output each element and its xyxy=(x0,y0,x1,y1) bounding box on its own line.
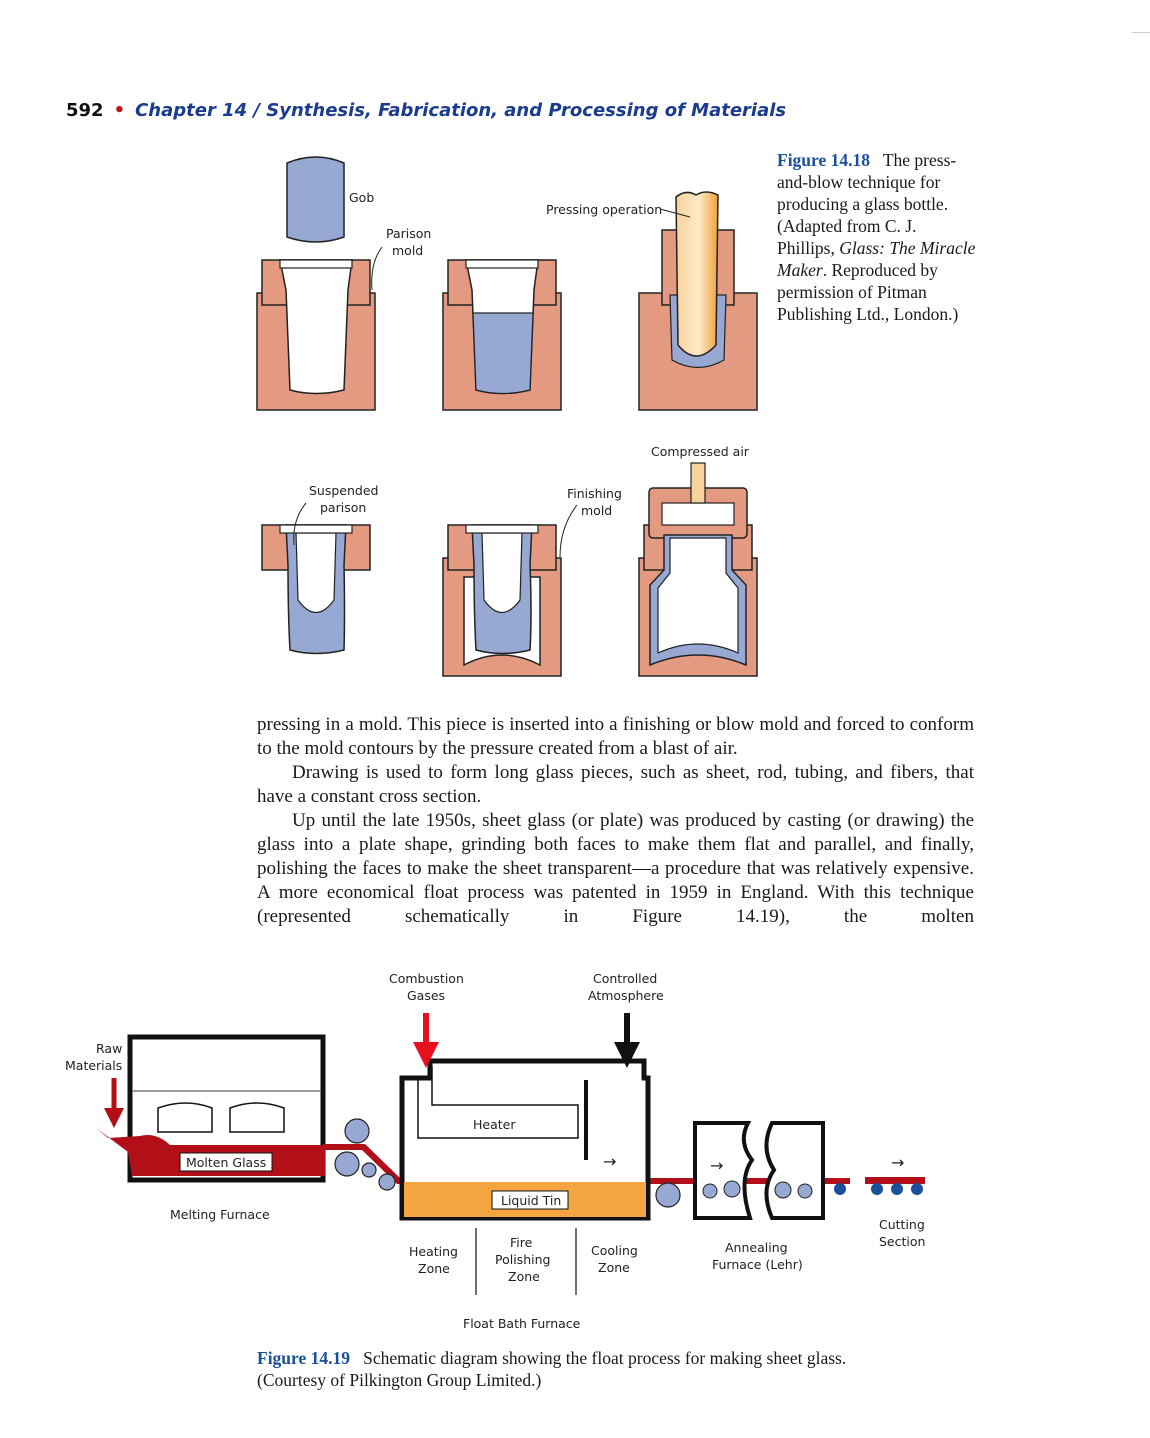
panel-gob xyxy=(257,157,431,410)
lehr-section-1 xyxy=(695,1123,752,1218)
label-pressing-operation: Pressing operation xyxy=(546,202,663,217)
mold-cavity xyxy=(280,260,352,394)
label-combustion-1: Combustion xyxy=(389,971,464,986)
parison-bore xyxy=(296,533,336,613)
lehr-section-2 xyxy=(766,1123,823,1218)
label-parison-mold-2: mold xyxy=(392,243,424,258)
label-parison-mold-1: Parison xyxy=(386,226,432,241)
figure-14-19-caption xyxy=(257,1347,957,1391)
label-fire-1: Fire xyxy=(510,1235,533,1250)
paragraph-1: pressing in a mold. This piece is inserted into a finishing or blow mold and forced to conform to the mold contours by the pressure created from a blast of air. xyxy=(257,714,974,759)
header-bullet: • xyxy=(113,100,126,121)
label-cooling-2: Zone xyxy=(598,1260,630,1275)
figure-14-18-caption-text: The press-and-blow technique for producing a glass bottle. (Adapted from C. J. Phillips, xyxy=(777,150,957,258)
leader-parison-mold xyxy=(372,247,382,290)
lehr-roller-3 xyxy=(775,1182,791,1198)
plunger xyxy=(676,192,718,356)
figure-14-18-diagram xyxy=(250,145,770,685)
label-heating-1: Heating xyxy=(409,1244,458,1259)
label-compressed-air: Compressed air xyxy=(651,444,749,459)
ribbon-direction-arrow-3: → xyxy=(891,1153,905,1172)
raw-materials-arrow-head xyxy=(104,1108,124,1128)
label-gob: Gob xyxy=(349,190,375,205)
figure-14-19-caption-line2: (Courtesy of Pilkington Group Limited.) xyxy=(257,1370,542,1390)
chapter-title: Chapter 14 / Synthesis, Fabrication, and Processing of Materials xyxy=(135,100,787,121)
panel-pressing xyxy=(546,192,757,410)
gob-shape xyxy=(287,157,344,242)
panel-blowing xyxy=(639,444,757,676)
ribbon-direction-arrow-2: → xyxy=(710,1156,724,1175)
running-header xyxy=(66,100,786,121)
label-melting-furnace: Melting Furnace xyxy=(170,1207,270,1222)
label-raw-1: Raw xyxy=(96,1041,123,1056)
mold-rim-2 xyxy=(466,260,538,268)
roller-3 xyxy=(362,1163,376,1177)
air-tube xyxy=(691,463,705,503)
panel-finishing-mold xyxy=(443,486,622,676)
cutting-roller-1 xyxy=(871,1183,883,1195)
label-annealing-1: Annealing xyxy=(725,1240,788,1255)
cut-glass-sheet xyxy=(865,1177,925,1184)
label-cutting-2: Section xyxy=(879,1234,926,1249)
mold-rim-4 xyxy=(280,525,352,533)
figure-14-19-diagram xyxy=(40,960,940,1340)
label-heater: Heater xyxy=(473,1117,516,1132)
lehr-roller-1 xyxy=(703,1184,717,1198)
transfer-roller xyxy=(656,1183,680,1207)
label-suspended-2: parison xyxy=(320,500,367,515)
label-annealing-2: Furnace (Lehr) xyxy=(712,1257,803,1272)
label-fire-2: Polishing xyxy=(495,1252,551,1267)
label-controlled-1: Controlled xyxy=(593,971,658,986)
label-liquid-tin: Liquid Tin xyxy=(501,1193,562,1208)
cutting-roller-3 xyxy=(911,1183,923,1195)
paragraph-3: Up until the late 1950s, sheet glass (or plate) was produced by casting (or drawing) the glass into a plate shape, grinding both faces to make them flat and parallel, and finally, polishing the faces to make the sheet transparent—a procedure that was relatively expensive. A more economical float process was patented in 1959 in England. With this technique (represented schematically in Figure 14.19), the molten xyxy=(257,810,974,927)
figure-14-18-caption-title: Glass: The Miracle Maker xyxy=(777,238,976,280)
cutting-roller-2 xyxy=(891,1183,903,1195)
figure-14-18-caption-tail: . Reproduced by permission of Pitman Publishing Ltd., London.) xyxy=(777,260,959,324)
burner-port-1 xyxy=(158,1103,212,1132)
ribbon-direction-arrow-1: → xyxy=(603,1152,617,1171)
page-corner-rule xyxy=(1132,32,1150,33)
conveyor-roller-1 xyxy=(834,1183,846,1195)
figure-14-19-caption-text: Schematic diagram showing the float process for making sheet glass. xyxy=(363,1348,847,1368)
parison-bore-5 xyxy=(482,533,522,613)
panel-charged-mold xyxy=(443,260,561,410)
figure-14-18-label: Figure 14.18 xyxy=(777,150,871,170)
leader-finishing xyxy=(560,505,577,557)
panel-suspended-parison xyxy=(262,483,378,654)
paragraph-2: Drawing is used to form long glass pieces, such as sheet, rod, tubing, and fibers, that have a constant cross section. xyxy=(257,762,974,807)
gob-in-mold xyxy=(473,313,533,394)
roller-4 xyxy=(379,1174,395,1190)
label-heating-2: Zone xyxy=(418,1261,450,1276)
label-suspended-1: Suspended xyxy=(309,483,379,498)
label-cutting-1: Cutting xyxy=(879,1217,925,1232)
mold-rim-5 xyxy=(466,525,538,533)
label-molten-glass: Molten Glass xyxy=(186,1155,267,1170)
bottle-interior xyxy=(658,538,738,653)
page-number: 592 xyxy=(66,100,104,121)
label-controlled-2: Atmosphere xyxy=(588,988,664,1003)
burner-port-2 xyxy=(230,1103,284,1132)
body-text xyxy=(257,713,974,929)
label-fire-3: Zone xyxy=(508,1269,540,1284)
mold-rim xyxy=(280,260,352,268)
label-finishing-2: mold xyxy=(581,503,613,518)
label-float-bath: Float Bath Furnace xyxy=(463,1316,581,1331)
figure-14-18-caption xyxy=(777,149,977,325)
label-cooling-1: Cooling xyxy=(591,1243,638,1258)
roller-2 xyxy=(335,1152,359,1176)
blow-head-insert xyxy=(662,503,734,525)
label-raw-2: Materials xyxy=(65,1058,123,1073)
roller-1 xyxy=(345,1119,369,1143)
lehr-roller-4 xyxy=(798,1184,812,1198)
lehr-roller-2 xyxy=(724,1181,740,1197)
label-finishing-1: Finishing xyxy=(567,486,622,501)
label-combustion-2: Gases xyxy=(407,988,446,1003)
figure-14-19-label: Figure 14.19 xyxy=(257,1348,351,1368)
